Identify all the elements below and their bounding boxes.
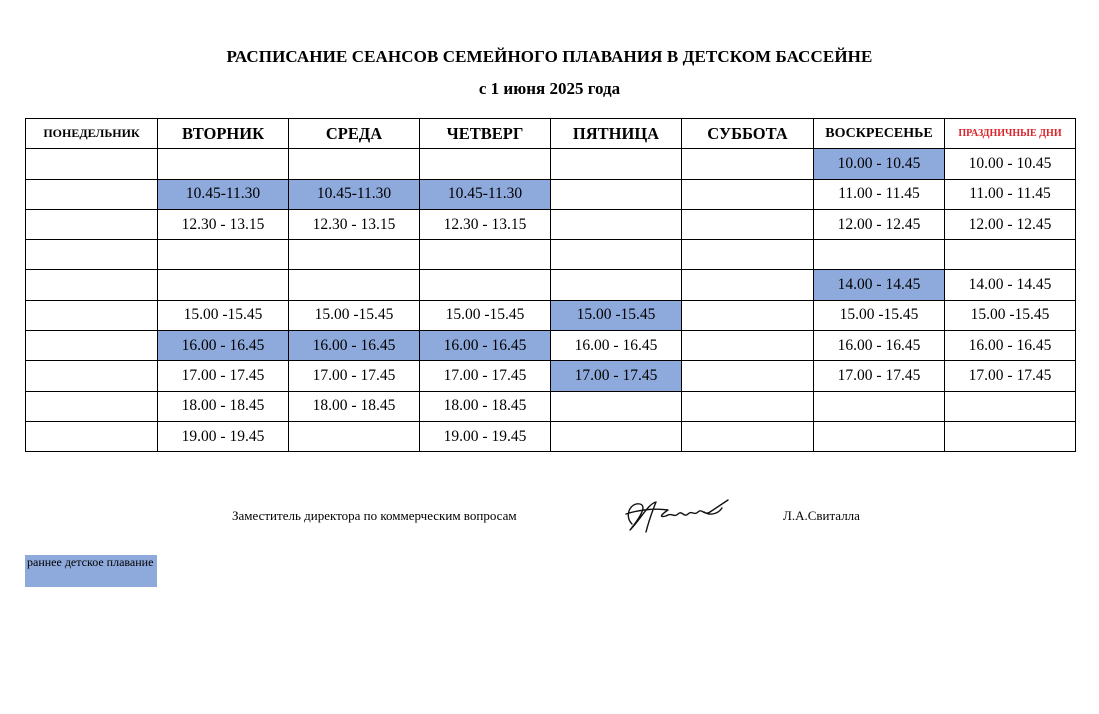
header-row [26, 119, 1076, 149]
schedule-cell [158, 149, 289, 179]
schedule-cell: 16.00 - 16.45 [814, 331, 945, 361]
schedule-cell [551, 240, 682, 270]
schedule-body [26, 149, 1076, 452]
schedule-cell: 12.30 - 13.15 [289, 209, 420, 239]
schedule-cell [289, 421, 420, 451]
schedule-cell [682, 209, 814, 239]
schedule-cell: 12.30 - 13.15 [420, 209, 551, 239]
schedule-cell [551, 421, 682, 451]
header-wednesday: СРЕДА [289, 119, 420, 149]
schedule-cell [814, 391, 945, 421]
schedule-cell [945, 240, 1076, 270]
schedule-cell [289, 240, 420, 270]
schedule-cell: 15.00 -15.45 [420, 300, 551, 330]
schedule-cell [682, 240, 814, 270]
header-monday: ПОНЕДЕЛЬНИК [26, 119, 158, 149]
schedule-cell: 16.00 - 16.45 [420, 331, 551, 361]
schedule-cell [551, 270, 682, 300]
schedule-cell [26, 421, 158, 451]
schedule-cell [420, 149, 551, 179]
schedule-cell: 12.00 - 12.45 [814, 209, 945, 239]
schedule-cell [551, 209, 682, 239]
schedule-cell: 14.00 - 14.45 [945, 270, 1076, 300]
schedule-cell: 18.00 - 18.45 [158, 391, 289, 421]
schedule-cell [814, 240, 945, 270]
signatory-position: Заместитель директора по коммерческим вопросам [232, 508, 517, 523]
schedule-cell: 16.00 - 16.45 [551, 331, 682, 361]
schedule-cell: 10.00 - 10.45 [945, 149, 1076, 179]
schedule-cell [682, 391, 814, 421]
schedule-cell [814, 421, 945, 451]
schedule-cell [26, 209, 158, 239]
schedule-cell: 15.00 -15.45 [814, 300, 945, 330]
schedule-cell: 15.00 -15.45 [289, 300, 420, 330]
table-row [26, 300, 1076, 330]
header-friday: ПЯТНИЦА [551, 119, 682, 149]
schedule-cell: 14.00 - 14.45 [814, 270, 945, 300]
schedule-cell: 15.00 -15.45 [158, 300, 289, 330]
schedule-cell [682, 149, 814, 179]
header-saturday: СУББОТА [682, 119, 814, 149]
schedule-cell [682, 179, 814, 209]
schedule-cell: 17.00 - 17.45 [289, 361, 420, 391]
schedule-cell [682, 361, 814, 391]
schedule-cell: 19.00 - 19.45 [420, 421, 551, 451]
document-subtitle: с 1 июня 2025 года [478, 79, 621, 98]
schedule-cell [420, 270, 551, 300]
schedule-cell [289, 270, 420, 300]
schedule-cell: 10.45-11.30 [289, 179, 420, 209]
schedule-cell: 18.00 - 18.45 [420, 391, 551, 421]
schedule-cell: 16.00 - 16.45 [289, 331, 420, 361]
schedule-cell [682, 300, 814, 330]
schedule-cell: 12.30 - 13.15 [158, 209, 289, 239]
schedule-cell: 11.00 - 11.45 [814, 179, 945, 209]
schedule-cell [682, 331, 814, 361]
schedule-cell: 15.00 -15.45 [551, 300, 682, 330]
schedule-cell: 15.00 -15.45 [945, 300, 1076, 330]
schedule-table [25, 118, 1076, 452]
table-row [26, 270, 1076, 300]
schedule-cell [26, 361, 158, 391]
schedule-cell: 17.00 - 17.45 [158, 361, 289, 391]
table-row [26, 209, 1076, 239]
schedule-cell [158, 240, 289, 270]
schedule-cell: 11.00 - 11.45 [945, 179, 1076, 209]
schedule-cell [26, 300, 158, 330]
document-title: РАСПИСАНИЕ СЕАНСОВ СЕМЕЙНОГО ПЛАВАНИЯ В ДЕТСКОМ БАССЕЙНЕ [226, 47, 873, 66]
schedule-cell [420, 240, 551, 270]
schedule-cell [26, 149, 158, 179]
table-row [26, 421, 1076, 451]
schedule-cell: 10.45-11.30 [420, 179, 551, 209]
schedule-cell [289, 149, 420, 179]
schedule-cell: 16.00 - 16.45 [945, 331, 1076, 361]
schedule-cell [26, 179, 158, 209]
schedule-cell [682, 270, 814, 300]
schedule-cell [26, 331, 158, 361]
table-row [26, 391, 1076, 421]
header-thursday: ЧЕТВЕРГ [420, 119, 551, 149]
schedule-cell: 10.00 - 10.45 [814, 149, 945, 179]
table-row [26, 149, 1076, 179]
schedule-cell: 17.00 - 17.45 [814, 361, 945, 391]
schedule-cell: 10.45-11.30 [158, 179, 289, 209]
table-row [26, 331, 1076, 361]
table-row [26, 361, 1076, 391]
schedule-cell [945, 391, 1076, 421]
schedule-cell: 19.00 - 19.45 [158, 421, 289, 451]
schedule-cell: 12.00 - 12.45 [945, 209, 1076, 239]
schedule-cell [682, 421, 814, 451]
schedule-cell [26, 240, 158, 270]
schedule-cell [158, 270, 289, 300]
header-sunday: ВОСКРЕСЕНЬЕ [814, 119, 945, 149]
handwritten-signature-icon [618, 494, 734, 538]
schedule-cell: 18.00 - 18.45 [289, 391, 420, 421]
schedule-cell [945, 421, 1076, 451]
legend-early-swimming: раннее детское плавание [25, 555, 157, 587]
schedule-cell [551, 149, 682, 179]
header-tuesday: ВТОРНИК [158, 119, 289, 149]
schedule-cell [551, 391, 682, 421]
signatory-name: Л.А.Свиталла [783, 508, 860, 523]
schedule-cell: 17.00 - 17.45 [551, 361, 682, 391]
table-row [26, 179, 1076, 209]
schedule-cell [26, 270, 158, 300]
schedule-cell: 17.00 - 17.45 [945, 361, 1076, 391]
table-row [26, 240, 1076, 270]
schedule-cell: 17.00 - 17.45 [420, 361, 551, 391]
header-holidays: ПРАЗДНИЧНЫЕ ДНИ [945, 119, 1076, 149]
schedule-cell [551, 179, 682, 209]
schedule-cell: 16.00 - 16.45 [158, 331, 289, 361]
schedule-cell [26, 391, 158, 421]
